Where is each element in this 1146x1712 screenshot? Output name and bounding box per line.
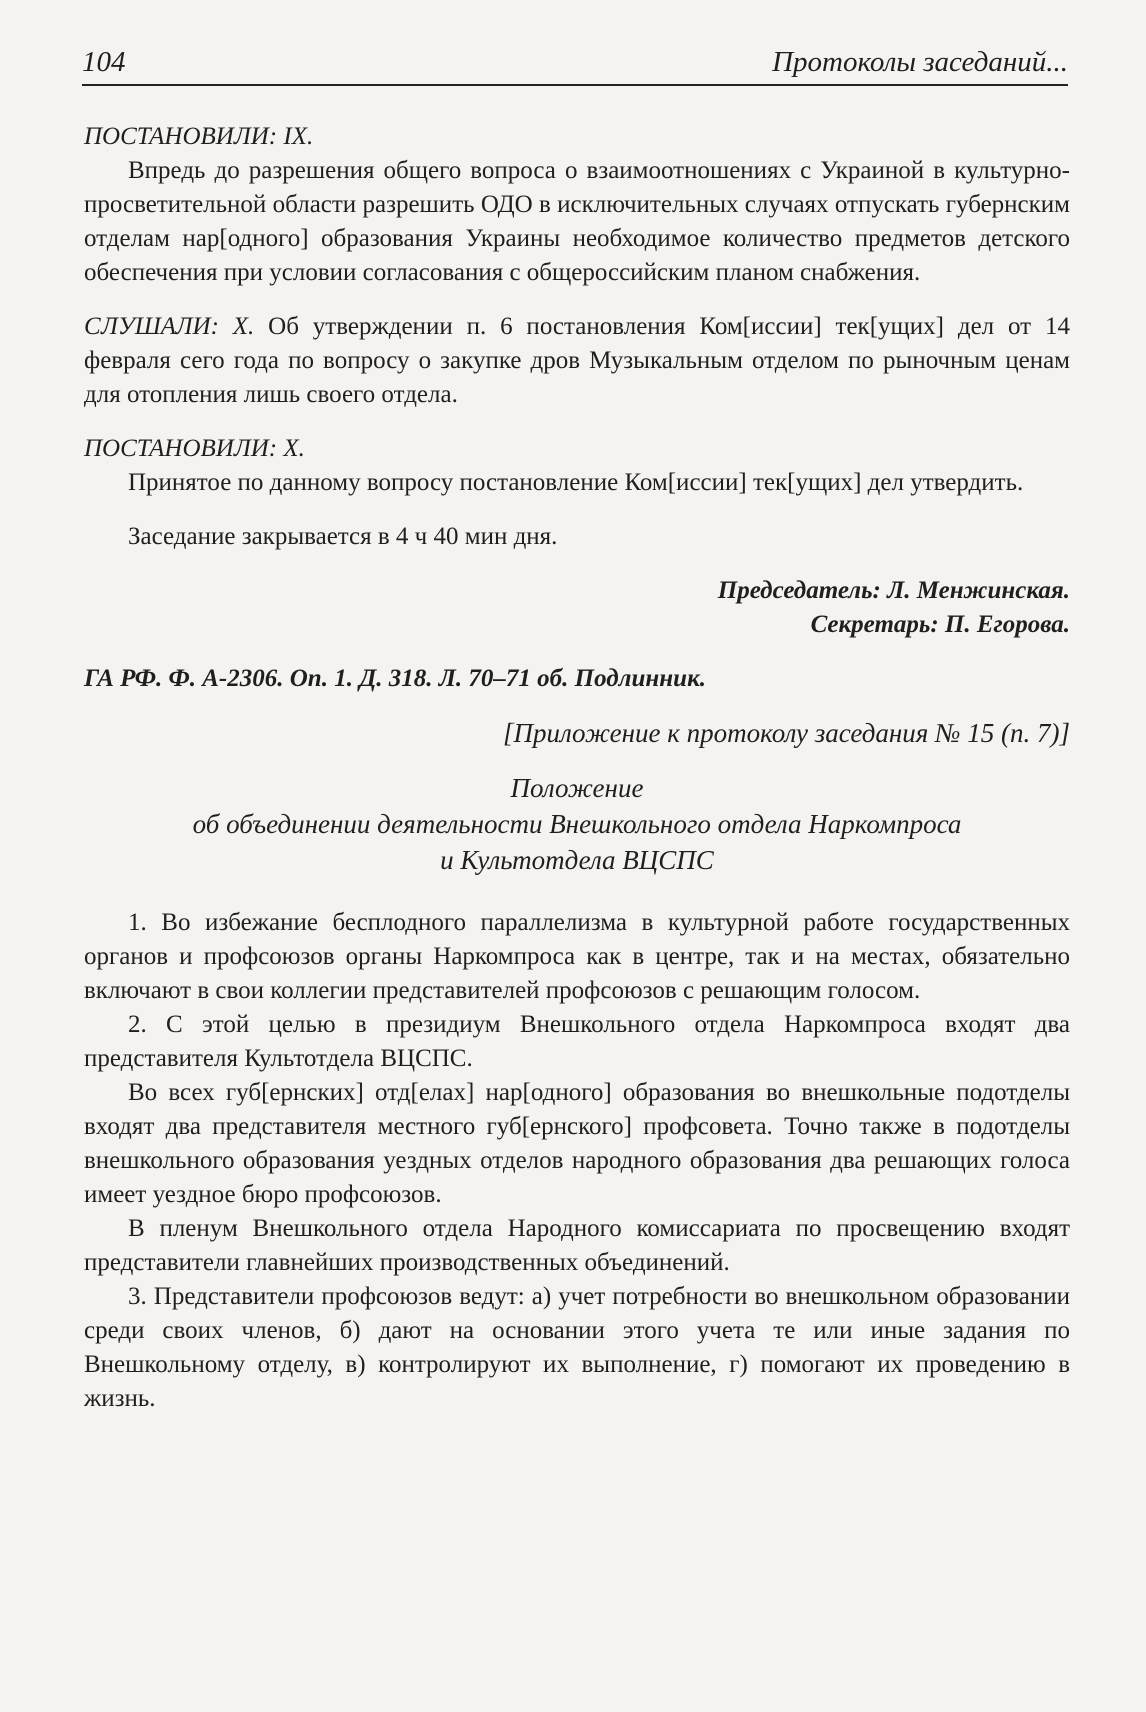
- postanovili-9-text: Впредь до разрешения общего вопроса о взаимоотношениях с Украиной в культурно-просветительной области разрешить ОДО в исключительных случаях отпускать губернским отделам нар[одного] образования Украины необходимое количество предметов детского обеспечения при условии согласования с общероссийским планом снабжения.: [84, 157, 1070, 286]
- document-title: [84, 770, 1070, 878]
- running-title: Протоколы заседаний...: [772, 46, 1068, 78]
- slushali-10-label: СЛУШАЛИ: X.: [84, 313, 255, 340]
- appendix-note: [Приложение к протоколу заседания № 15 (п. 7)]: [502, 718, 1070, 748]
- title-line-3: и Культотдела ВЦСПС: [440, 845, 714, 875]
- title-line-1: Положение: [510, 773, 644, 803]
- page-header: [82, 44, 1068, 86]
- secretary-signature: Секретарь: П. Егорова.: [810, 611, 1070, 638]
- slushali-10-text: Об утверждении п. 6 постановления Ком[иссии] тек[ущих] дел от 14 февраля сего года по вопросу о закупке дров Музыкальным отделом по рыночным ценам для отопления лишь своего отдела.: [84, 313, 1070, 408]
- item-2-continuation-2: В пленум Внешкольного отдела Народного комиссариата по просвещению входят представители главнейших производственных объединений.: [84, 1215, 1070, 1276]
- item-1: 1. Во избежание бесплодного параллелизма в культурной работе государственных органов и профсоюзов органы Наркомпроса как в центре, так и на местах, обязательно включают в свои коллегии представителей профсоюзов с решающим голосом.: [84, 909, 1070, 1004]
- chairman-signature: Председатель: Л. Менжинская.: [717, 577, 1070, 604]
- item-2-continuation-1: Во всех губ[ернских] отд[елах] нар[одного] образования во внешкольные подотделы входят два представителя местного губ[ернского] профсовета. Точно также в подотделы внешкольного образования уездных отделов народного образования два решающих голоса имеет уездное бюро профсоюзов.: [84, 1079, 1070, 1208]
- postanovili-10-text: Принятое по данному вопросу постановление Ком[иссии] тек[ущих] дел утвердить.: [128, 469, 1024, 496]
- closing-statement: Заседание закрывается в 4 ч 40 мин дня.: [128, 523, 558, 550]
- archive-reference: ГА РФ. Ф. А-2306. Оп. 1. Д. 318. Л. 70–71 об. Подлинник.: [84, 665, 706, 692]
- title-line-2: об объединении деятельности Внешкольного отдела Наркомпроса: [192, 809, 962, 839]
- page-content: [84, 120, 1070, 1416]
- slushali-10-paragraph: [84, 310, 1070, 412]
- item-3: 3. Представители профсоюзов ведут: а) учет потребности во внешкольном образовании среди своих членов, б) дают на основании этого учета те или иные задания по Внешкольному отделу, в) контролируют их выполнение, г) помогают их проведению в жизнь.: [84, 1283, 1070, 1412]
- page-number: 104: [82, 46, 126, 78]
- item-2: 2. С этой целью в президиум Внешкольного отдела Наркомпроса входят два представителя Культотдела ВЦСПС.: [84, 1011, 1070, 1072]
- postanovili-9-heading: ПОСТАНОВИЛИ: IX.: [84, 123, 314, 150]
- postanovili-10-heading: ПОСТАНОВИЛИ: X.: [84, 435, 305, 462]
